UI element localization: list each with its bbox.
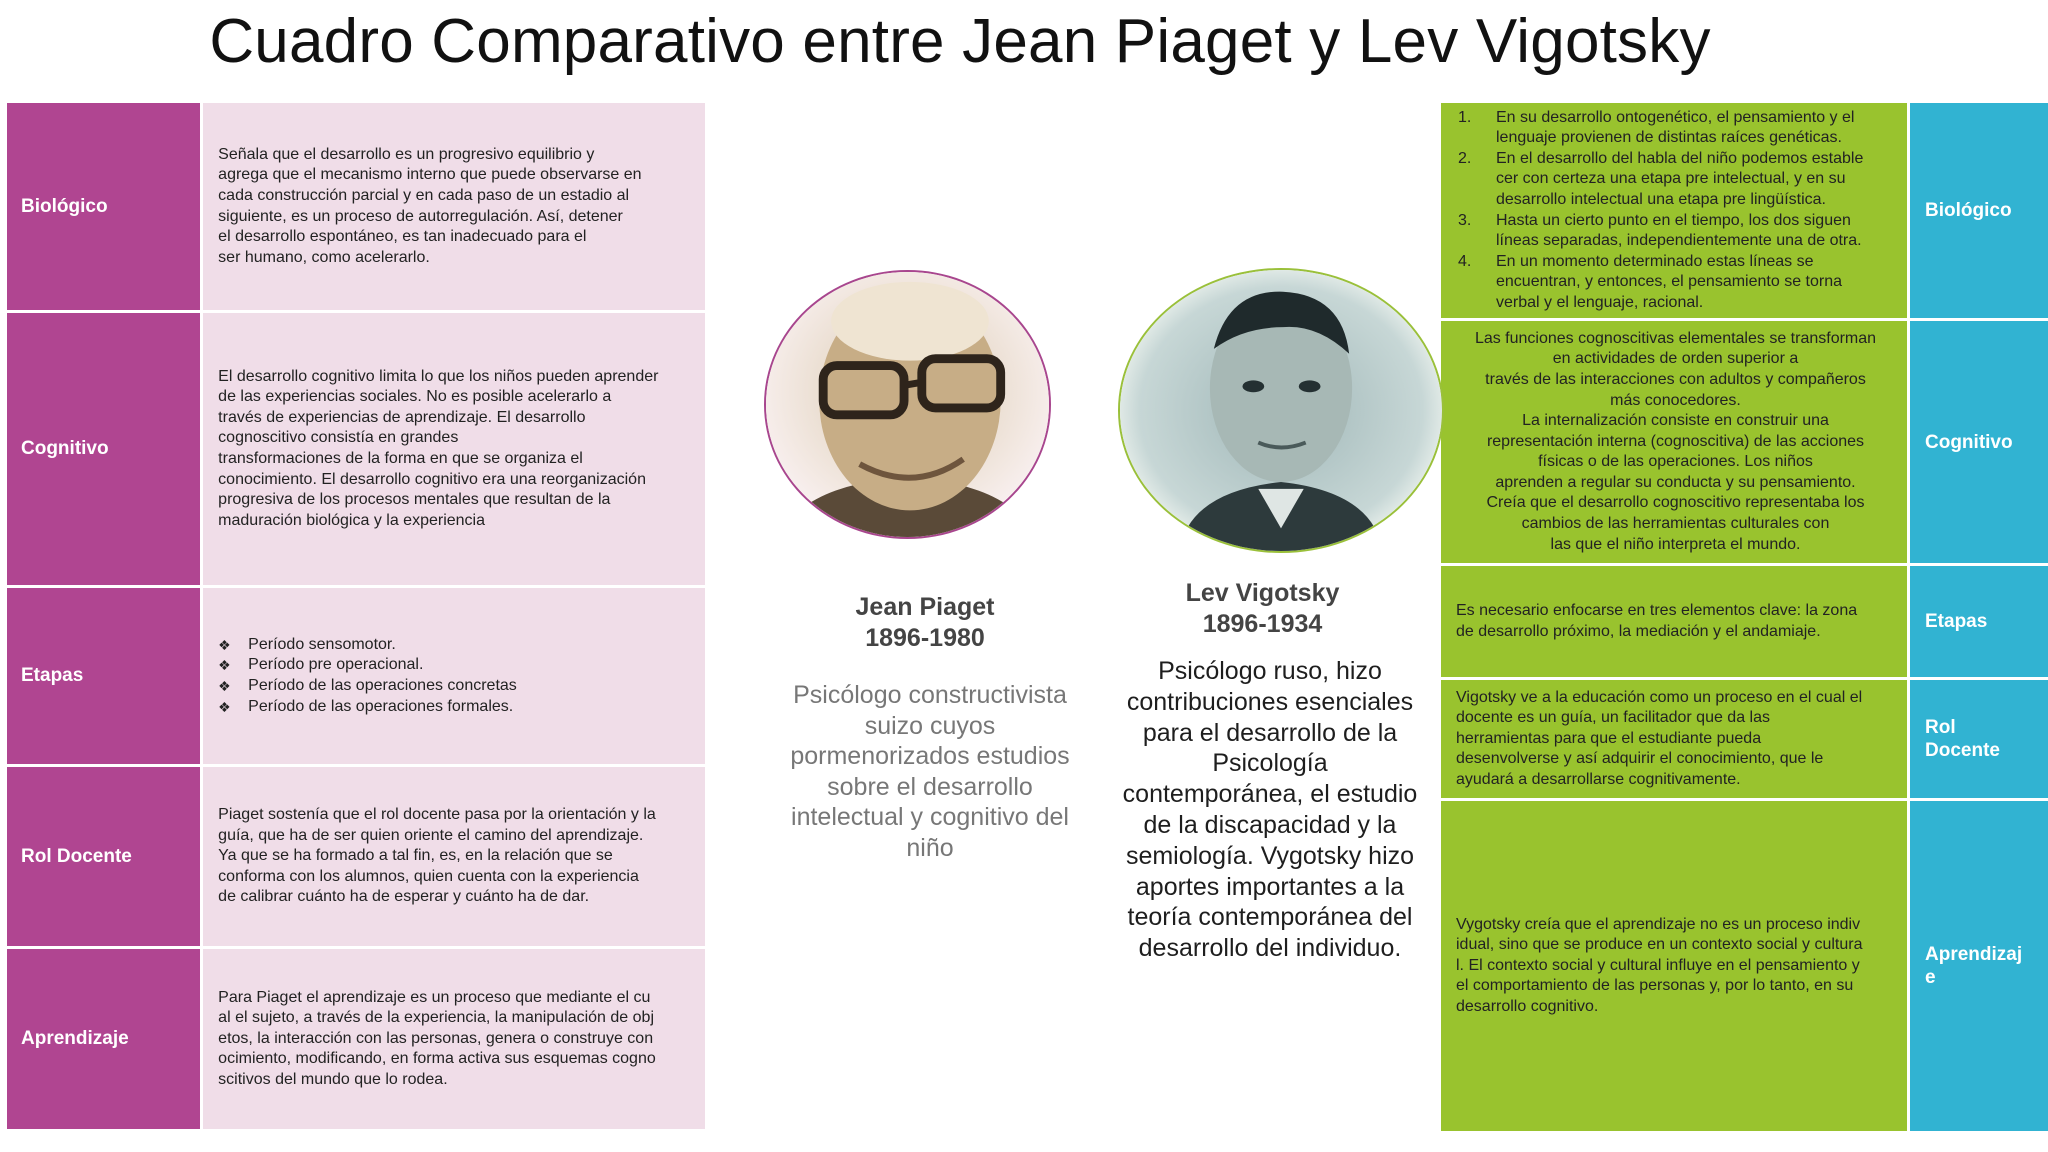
list-item-text: Hasta un cierto punto en el tiempo, los dos siguen líneas separadas, independientemente una de otra. (1496, 211, 1862, 250)
piaget-name-block (780, 592, 1070, 654)
vigotsky-rol-docente-text: Vigotsky ve a la educación como un proceso en el cual el docente es un guía, un facilitador que da las herramientas para que el estudiante pueda desenvolverse y así adquirir el conocimiento, que le ayudará a desarrollarse cognitivamente. (1456, 688, 1863, 788)
vigotsky-row-header: Rol Docente (1910, 680, 2048, 798)
list-item (218, 635, 517, 656)
vigotsky-row-header: Etapas (1910, 566, 2048, 677)
list-item (1456, 211, 1863, 252)
piaget-years: 1896-1980 (865, 624, 985, 652)
list-item (1456, 149, 1863, 211)
vigotsky-cognitivo-text: Las funciones cognoscitivas elementales se transforman en actividades de orden superior a través de las interacciones con adultos y compañeros más conocedores. La internalización consiste en construir una representación interna (cognoscitiva) de las acciones físicas o de las operaciones. Los niños aprenden a regular su conducta y su pensamiento. Creía que el desarrollo cognoscitivo representaba los cambios de las herramientas culturales con las que el niño interpreta el mundo. (1474, 329, 1877, 553)
list-item (218, 655, 517, 676)
piaget-row-content (203, 103, 705, 310)
vigotsky-row-content (1441, 566, 1907, 677)
list-number: 1. (1458, 108, 1472, 126)
piaget-table (7, 103, 705, 1129)
vigotsky-etapas-text: Es necesario enfocarse en tres elementos clave: la zona de desarrollo próximo, la mediación y el andamiaje. (1456, 601, 1858, 640)
piaget-row-header: Cognitivo (7, 313, 200, 585)
list-number: 2. (1458, 149, 1472, 167)
piaget-row-content (203, 588, 705, 764)
vigotsky-row-aprendizaje (1441, 801, 2048, 1131)
list-item-text: En su desarrollo ontogenético, el pensamiento y el lenguaje provienen de distintas raíces genéticas. (1496, 108, 1855, 147)
list-item-text: Período de las operaciones concretas (248, 677, 517, 694)
piaget-row-content (203, 949, 705, 1129)
vigotsky-row-etapas (1441, 566, 2048, 680)
list-item (218, 676, 517, 697)
list-item (1456, 108, 1863, 149)
list-item (218, 697, 517, 718)
vigotsky-row-content (1441, 801, 1907, 1131)
vigotsky-row-header: Cognitivo (1910, 321, 2048, 563)
vigotsky-biologico-list (1456, 108, 1863, 314)
piaget-name: Jean Piaget (855, 593, 995, 621)
piaget-cognitivo-text: El desarrollo cognitivo limita lo que los niños pueden aprender de las experiencias sociales. No es posible acelerarlo a través de experiencias de aprendizaje. El desarrollo cognoscitivo consistía en grandes transformaciones de la forma en que se organiza el conocimiento. El desarrollo cognitivo era una reorganización progresiva de los procesos mentales que resultan de la maduración biológica y la experiencia (218, 367, 659, 529)
piaget-row-aprendizaje (7, 949, 705, 1129)
piaget-row-header: Biológico (7, 103, 200, 310)
vigotsky-years: 1896-1934 (1202, 610, 1323, 638)
piaget-etapas-list (218, 635, 517, 717)
vigotsky-table (1441, 103, 2048, 1131)
vigotsky-description: Psicólogo ruso, hizo contribuciones esenciales para el desarrollo de la Psicología contemporánea, el estudio de la discapacidad y la semiología. Vygotsky hizo aportes importantes a la teoría contemporánea del desarrollo del individuo. (1122, 657, 1418, 963)
list-item-text: Período de las operaciones formales. (248, 697, 514, 715)
piaget-row-etapas (7, 588, 705, 767)
vigotsky-row-biologico (1441, 103, 2048, 321)
piaget-portrait (764, 270, 1051, 539)
piaget-aprendizaje-text: Para Piaget el aprendizaje es un proceso que mediante el cu al el sujeto, a través de la experiencia, la manipulación de obj etos, la interacción con las personas, genera o construye con ocimiento, modificando, en forma activa sus esquemas cogno scitivos del mundo que lo rodea. (218, 988, 656, 1088)
list-number: 3. (1458, 211, 1472, 229)
vigotsky-name: Lev Vigotsky (1185, 579, 1340, 607)
list-item-text: Período sensomotor. (248, 635, 396, 653)
vigotsky-row-content (1441, 321, 1907, 563)
piaget-row-content (203, 313, 705, 585)
piaget-row-rol-docente (7, 767, 705, 949)
piaget-row-header: Aprendizaje (7, 949, 200, 1129)
piaget-biologico-text: Señala que el desarrollo es un progresivo equilibrio y agrega que el mecanismo interno que puede observarse en cada construcción parcial y en cada paso de un estadio al siguiente, es un proceso de autorregulación. Así, detener el desarrollo espontáneo, es tan inadecuado para el ser humano, como acelerarlo. (218, 145, 642, 266)
piaget-description: Psicólogo constructivista suizo cuyos pormenorizados estudios sobre el desarrollo intelectual y cognitivo del niño (790, 681, 1070, 862)
piaget-row-cognitivo (7, 313, 705, 588)
list-item-text: En un momento determinado estas líneas se encuentran, y entonces, el pensamiento se torna verbal y el lenguaje, racional. (1496, 252, 1842, 311)
diamond-bullet-icon: ❖ (218, 636, 231, 653)
vigotsky-row-content (1441, 103, 1907, 318)
piaget-row-header: Etapas (7, 588, 200, 764)
piaget-rol-docente-text: Piaget sostenía que el rol docente pasa por la orientación y la guía, que ha de ser quien oriente el camino del aprendizaje. Ya que se ha formado a tal fin, es, en la relación que se conforma con los alumnos, quien cuenta con la experiencia de calibrar cuánto ha de esperar y cuánto ha de dar. (218, 806, 656, 906)
piaget-photo-image (766, 272, 1049, 537)
list-item (1456, 252, 1863, 314)
piaget-row-biologico (7, 103, 705, 313)
vigotsky-row-cognitivo (1441, 321, 2048, 566)
piaget-row-content (203, 767, 705, 946)
vigotsky-photo-image (1120, 270, 1442, 551)
vigotsky-aprendizaje-text: Vygotsky creía que el aprendizaje no es un proceso indiv idual, sino que se produce en un contexto social y cultura l. El contexto social y cultural influye en el pensamiento y el comportamiento de las personas y, por lo tanto, en su desarrollo cognitivo. (1456, 915, 1863, 1015)
vigotsky-portrait (1118, 268, 1444, 553)
page-title: Cuadro Comparativo entre Jean Piaget y Lev Vigotsky (209, 7, 1711, 76)
vigotsky-name-block (1115, 578, 1410, 640)
vigotsky-row-header: Biológico (1910, 103, 2048, 318)
piaget-row-header: Rol Docente (7, 767, 200, 946)
diamond-bullet-icon: ❖ (218, 698, 231, 715)
diamond-bullet-icon: ❖ (218, 678, 231, 694)
list-number: 4. (1458, 252, 1472, 270)
vigotsky-row-header: Aprendizaj e (1910, 801, 2048, 1131)
vigotsky-row-rol-docente (1441, 680, 2048, 801)
diamond-bullet-icon: ❖ (218, 657, 231, 674)
list-item-text: Período pre operacional. (248, 656, 424, 674)
list-item-text: En el desarrollo del habla del niño podemos estable cer con certeza una etapa pre intelectual, y en su desarrollo intelectual una etapa pre lingüística. (1496, 149, 1864, 208)
vigotsky-row-content (1441, 680, 1907, 798)
